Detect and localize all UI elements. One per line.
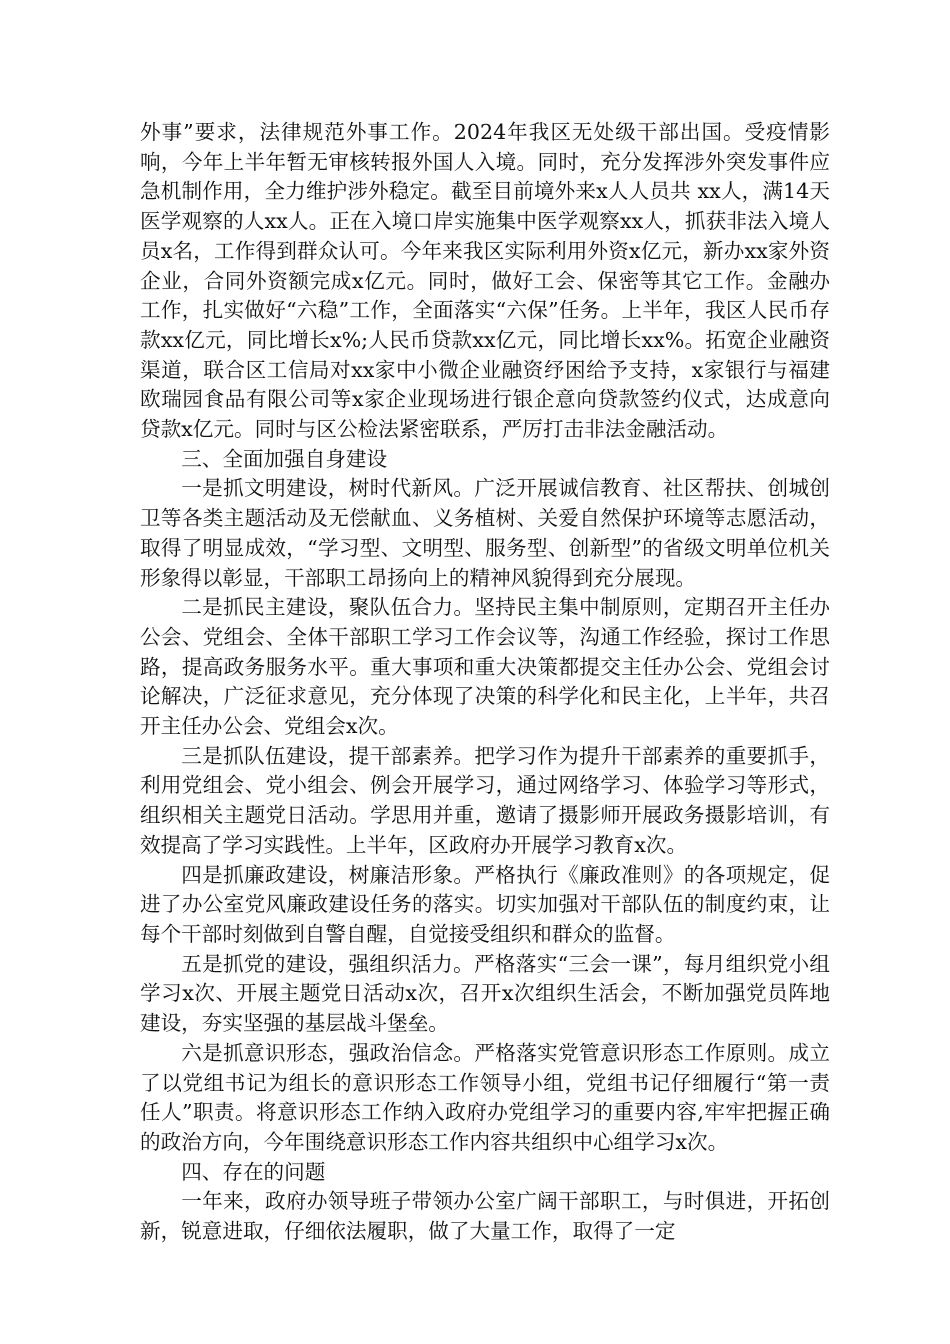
section-heading-existing-problems: 四、存在的问题: [181, 1159, 326, 1184]
paragraph-integrity-building: 四是抓廉政建设，树廉洁形象。严格执行《廉政准则》的各项规定，促进了办公室党风廉政建设任务的落实。切实加强对干部队伍的制度约束，让每个干部时刻做到自警自醒，自觉接受组织和群众的监督。: [140, 862, 830, 946]
paragraph-foreign-affairs-finance: 外事”要求，法律规范外事工作。2024年我区无处级干部出国。受疫情影响，今年上半年暂无审核转报外国人入境。同时，充分发挥涉外突发事件应急机制作用，全力维护涉外稳定。截至目前境外来x人人员共 xx人，满14天医学观察的人xx人。正在入境口岸实施集中医学观察xx人，抓获非法入境人员x名，工作得到群众认可。今年来我区实际利用外资x亿元，新办xx家外资企业，合同外资额完成x亿元。同时，做好工会、保密等其它工作。金融办工作，扎实做好“六稳”工作，全面落实“六保”任务。上半年，我区人民币存款xx亿元，同比增长x%;人民币贷款xx亿元，同比增长xx%。拓宽企业融资渠道，联合区工信局对xx家中小微企业融资纾困给予支持，x家银行与福建欧瑞园食品有限公司等x家企业现场进行银企意向贷款签约仪式，达成意向贷款x亿元。同时与区公检法紧密联系，严厉打击非法金融活动。: [140, 120, 830, 442]
paragraph-ideology: 六是抓意识形态，强政治信念。严格落实党管意识形态工作原则。成立了以党组书记为组长的意识形态工作领导小组，党组书记仔细履行“第一责任人”职责。将意识形态工作纳入政府办党组学习的重要内容,牢牢把握正确的政治方向，今年围绕意识形态工作内容共组织中心组学习x次。: [140, 1040, 830, 1154]
section-heading-self-building: 三、全面加强自身建设: [181, 446, 388, 471]
paragraph-problems-intro: 一年来，政府办领导班子带领办公室广阔干部职工，与时俱进，开拓创新，锐意进取，仔细依法履职，做了大量工作，取得了一定: [140, 1189, 830, 1244]
paragraph-civilization-building: 一是抓文明建设，树时代新风。广泛开展诚信教育、社区帮扶、创城创卫等各类主题活动及无偿献血、义务植树、关爱自然保护环境等志愿活动，取得了明显成效，“学习型、文明型、服务型、创新型”的省级文明单位机关形象得以彰显，干部职工昂扬向上的精神风貌得到充分展现。: [140, 476, 830, 590]
paragraph-party-building: 五是抓党的建设，强组织活力。严格落实“三会一课”，每月组织党小组学习x次、开展主题党日活动x次，召开x次组织生活会，不断加强党员阵地建设，夯实坚强的基层战斗堡垒。: [140, 951, 830, 1036]
paragraph-team-building: 三是抓队伍建设，提干部素养。把学习作为提升干部素养的重要抓手，利用党组会、党小组会、例会开展学习，通过网络学习、体验学习等形式，组织相关主题党日活动。学思用并重，邀请了摄影师开展政务摄影培训，有效提高了学习实践性。上半年，区政府办开展学习教育x次。: [140, 743, 830, 857]
document-body: [140, 118, 830, 1247]
paragraph-democracy-building: 二是抓民主建设，聚队伍合力。坚持民主集中制原则，定期召开主任办公会、党组会、全体干部职工学习工作会议等，沟通工作经验，探讨工作思路，提高政务服务水平。重大事项和重大决策都提交主任办公会、党组会讨论解决，广泛征求意见，充分体现了决策的科学化和民主化，上半年，共召开主任办公会、党组会x次。: [140, 595, 830, 739]
